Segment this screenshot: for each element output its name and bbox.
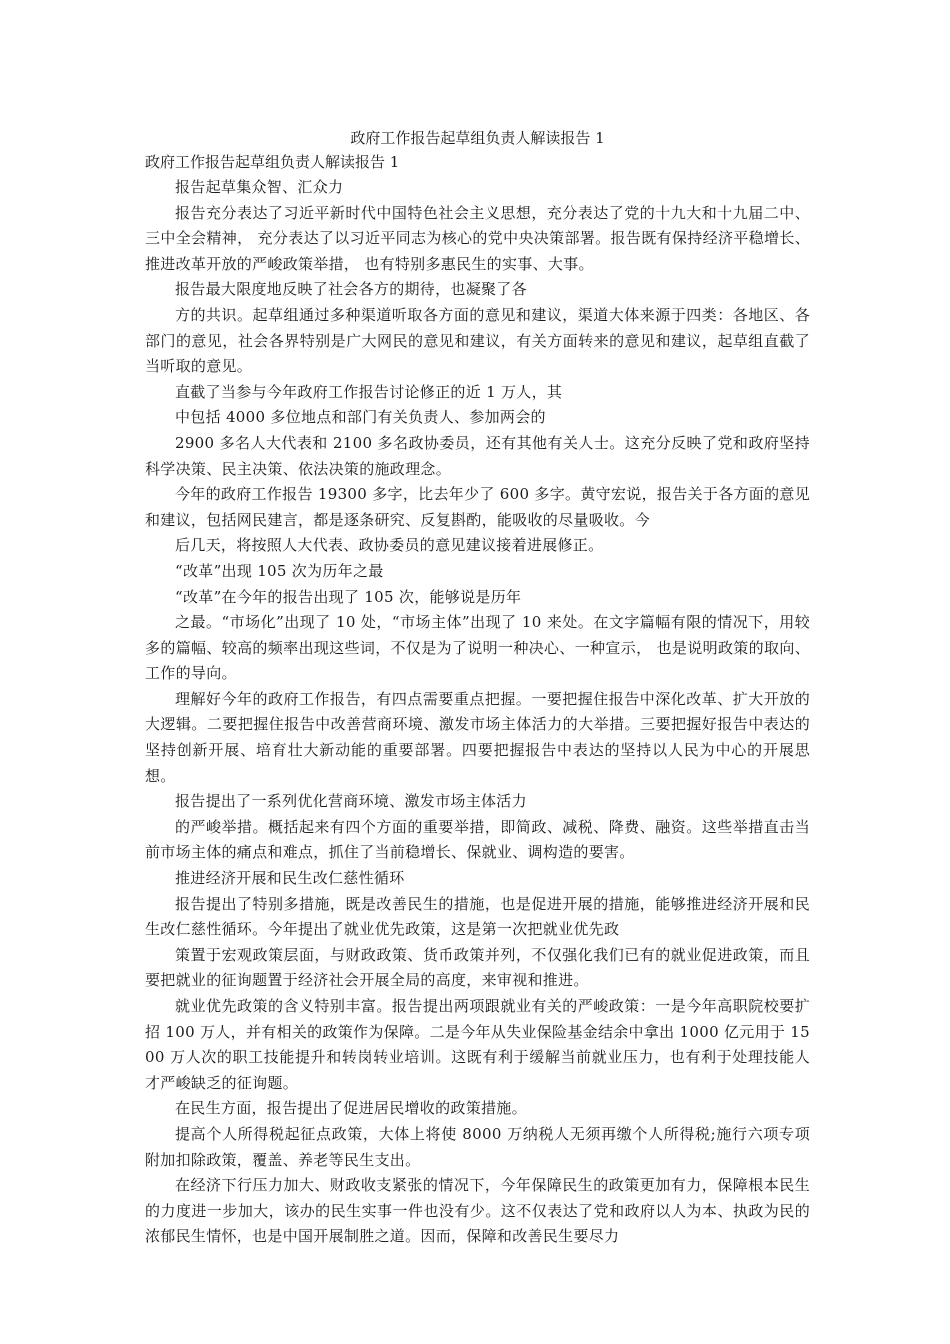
paragraph: “改革”在今年的报告出现了 105 次，能够说是历年 bbox=[175, 587, 522, 606]
document-title: 政府工作报告起草组负责人解读报告 1 bbox=[350, 129, 605, 147]
paragraph: 后几天，将按照人大代表、政协委员的意见建议接着进展修正。 bbox=[175, 536, 604, 555]
document-page bbox=[145, 126, 810, 1250]
paragraph: 中包括 4000 多位地点和部门有关负责人、参加两会的 bbox=[175, 408, 546, 427]
paragraph: 在民生方面，报告提出了促进居民增收的政策措施。 bbox=[175, 1099, 527, 1118]
paragraph: 提高个人所得税起征点政策，大体上将使 8000 万纳税人无须再缴个人所得税;施行六项专项附加扣除政策，覆盖、养老等民生支出。 bbox=[145, 1124, 810, 1169]
paragraph: 理解好今年的政府工作报告，有四点需要重点把握。一要把握住报告中深化改革、扩大开放的大逻辑。二要把握住报告中改善营商环境、激发市场主体活力的大举措。三要把握好报告中表达的坚持创新开展、培育壮大新动能的重要部署。四要把握报告中表达的坚持以人民为中心的开展思想。 bbox=[145, 689, 810, 785]
paragraph: 之最。“市场化”出现了 10 处，“市场主体”出现了 10 来处。在文字篇幅有限的情况下，用较多的篇幅、较高的频率出现这些词，不仅是为了说明一种决心、一种宣示， 也是说明政策的取向、工作的导向。 bbox=[145, 613, 810, 683]
paragraph: 报告最大限度地反映了社会各方的期待，也凝聚了各 bbox=[175, 280, 527, 299]
paragraph: 的严峻举措。概括起来有四个方面的重要举措，即简政、减税、降费、融资。这些举措直击当前市场主体的痛点和难点，抓住了当前稳增长、保就业、调构造的要害。 bbox=[145, 817, 810, 862]
document-subtitle: 政府工作报告起草组负责人解读报告 1 bbox=[145, 153, 400, 171]
document-body bbox=[145, 175, 810, 1250]
paragraph: 在经济下行压力加大、财政收支紧张的情况下，今年保障民生的政策更加有力，保障根本民生的力度进一步加大，该办的民生实事一件也没有少。这不仅表达了党和政府以人为本、执政为民的浓郁民生情怀，也是中国开展制胜之道。因而，保障和改善民生要尽力 bbox=[145, 1176, 810, 1246]
paragraph: 报告提出了一系列优化营商环境、激发市场主体活力 bbox=[175, 792, 527, 811]
paragraph: 报告提出了特别多措施，既是改善民生的措施，也是促进开展的措施，能够推进经济开展和民生改仁慈性循环。今年提出了就业优先政策，这是第一次把就业优先政 bbox=[145, 894, 810, 939]
paragraph: 报告充分表达了习近平新时代中国特色社会主义思想，充分表达了党的十九大和十九届二中、三中全会精神， 充分表达了以习近平同志为核心的党中央决策部署。报告既有保持经济平稳增长、推进改革开放的严峻政策举措， 也有特别多惠民生的实事、大事。 bbox=[145, 203, 810, 273]
paragraph: 就业优先政策的含义特别丰富。报告提出两项跟就业有关的严峻政策：一是今年高职院校要扩招 100 万人，并有相关的政策作为保障。二是今年从失业保险基金结余中拿出 1000 亿元用于 1500 万人次的职工技能提升和转岗转业培训。这既有利于缓解当前就业压力，也有利于处理技能人才严峻缺乏的征询题。 bbox=[145, 997, 810, 1092]
paragraph: 直截了当参与今年政府工作报告讨论修正的近 1 万人，其 bbox=[175, 382, 563, 401]
paragraph: 策置于宏观政策层面，与财政政策、货币政策并列，不仅强化我们已有的就业促进政策，而且要把就业的征询题置于经济社会开展全局的高度，来审视和推进。 bbox=[145, 945, 810, 990]
paragraph: 方的共识。起草组通过多种渠道听取各方面的意见和建议，渠道大体来源于四类：各地区、各部门的意见，社会各界特别是广大网民的意见和建议，有关方面转来的意见和建议，起草组直截了当听取的意见。 bbox=[145, 305, 810, 376]
paragraph: 推进经济开展和民生改仁慈性循环 bbox=[175, 869, 405, 888]
paragraph: 报告起草集众智、汇众力 bbox=[175, 178, 344, 196]
paragraph: “改革”出现 105 次为历年之最 bbox=[175, 561, 384, 580]
paragraph: 2900 多名人大代表和 2100 多名政协委员，还有其他有关人士。这充分反映了党和政府坚持科学决策、民主决策、依法决策的施政理念。 bbox=[145, 433, 810, 478]
paragraph: 今年的政府工作报告 19300 多字，比去年少了 600 多字。黄守宏说，报告关于各方面的意见和建议，包括网民建言，都是逐条研究、反复斟酌，能吸收的尽量吸收。今 bbox=[145, 485, 810, 529]
